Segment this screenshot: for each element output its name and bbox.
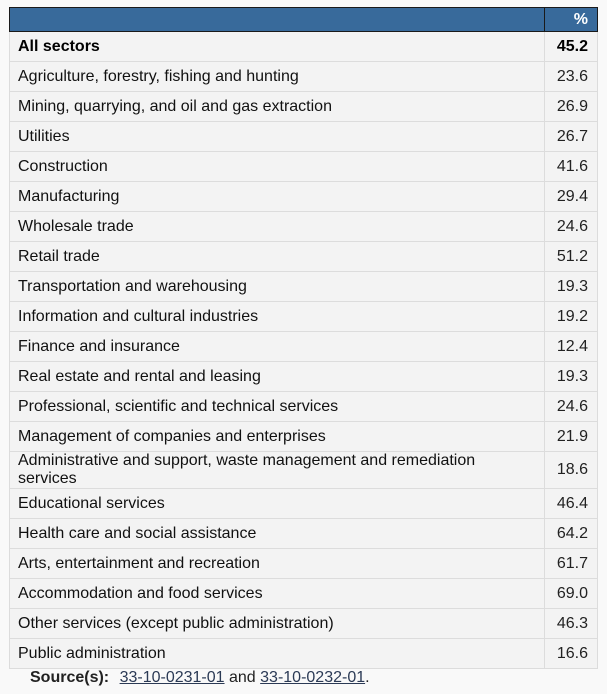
- sector-label: Utilities: [10, 122, 545, 152]
- source-end: .: [365, 669, 370, 686]
- table-row: [10, 609, 598, 639]
- sector-value: 29.4: [545, 182, 598, 212]
- sector-value: 64.2: [545, 519, 598, 549]
- sector-value: 45.2: [545, 32, 598, 62]
- header-row: [10, 8, 598, 32]
- sector-value: 61.7: [545, 549, 598, 579]
- source-note: [30, 669, 370, 687]
- sector-label: Management of companies and enterprises: [10, 422, 545, 452]
- sector-label: Real estate and rental and leasing: [10, 362, 545, 392]
- sector-value: 69.0: [545, 579, 598, 609]
- sector-label: Construction: [10, 152, 545, 182]
- sector-label: Professional, scientific and technical services: [10, 392, 545, 422]
- sector-label: All sectors: [10, 32, 545, 62]
- table-row: [10, 392, 598, 422]
- sector-label: Retail trade: [10, 242, 545, 272]
- sector-value: 41.6: [545, 152, 598, 182]
- sector-label: Finance and insurance: [10, 332, 545, 362]
- table-row: [10, 549, 598, 579]
- table-row: [10, 242, 598, 272]
- table-row: [10, 272, 598, 302]
- sector-value: 19.3: [545, 272, 598, 302]
- table-row: [10, 212, 598, 242]
- sector-value: 26.7: [545, 122, 598, 152]
- sector-label: Agriculture, forestry, fishing and hunting: [10, 62, 545, 92]
- table-row: [10, 122, 598, 152]
- sector-value: 19.3: [545, 362, 598, 392]
- sector-label: Educational services: [10, 489, 545, 519]
- sector-value: 46.3: [545, 609, 598, 639]
- table-row: [10, 92, 598, 122]
- sector-value: 23.6: [545, 62, 598, 92]
- sector-label: Information and cultural industries: [10, 302, 545, 332]
- source-link-2[interactable]: 33-10-0232-01: [260, 669, 366, 686]
- table-row: [10, 32, 598, 62]
- table-row: [10, 152, 598, 182]
- sector-label: Mining, quarrying, and oil and gas extraction: [10, 92, 545, 122]
- sector-value: 46.4: [545, 489, 598, 519]
- table-row: [10, 579, 598, 609]
- table-row: [10, 452, 598, 489]
- sector-value: 21.9: [545, 422, 598, 452]
- source-link-1[interactable]: 33-10-0231-01: [119, 669, 225, 686]
- sector-label: Public administration: [10, 639, 545, 669]
- header-label: [10, 8, 545, 32]
- table-row: [10, 182, 598, 212]
- sector-value: 12.4: [545, 332, 598, 362]
- source-label: Source(s):: [30, 669, 110, 686]
- sector-label: Administrative and support, waste management and remediation services: [10, 452, 545, 489]
- sector-value: 51.2: [545, 242, 598, 272]
- table-row: [10, 302, 598, 332]
- sector-value: 18.6: [545, 452, 598, 489]
- table-row: [10, 489, 598, 519]
- sector-value: 26.9: [545, 92, 598, 122]
- sector-label: Arts, entertainment and recreation: [10, 549, 545, 579]
- sector-value: 24.6: [545, 212, 598, 242]
- table-row: [10, 62, 598, 92]
- table-row: [10, 332, 598, 362]
- table-row: [10, 639, 598, 669]
- data-table: [9, 7, 598, 669]
- source-joiner: and: [224, 669, 261, 686]
- header-percent: %: [545, 8, 598, 32]
- table-row: [10, 362, 598, 392]
- sector-label: Wholesale trade: [10, 212, 545, 242]
- sector-label: Other services (except public administration): [10, 609, 545, 639]
- sector-label: Health care and social assistance: [10, 519, 545, 549]
- sector-value: 16.6: [545, 639, 598, 669]
- table-row: [10, 519, 598, 549]
- sector-value: 19.2: [545, 302, 598, 332]
- sector-value: 24.6: [545, 392, 598, 422]
- table-row: [10, 422, 598, 452]
- sector-label: Manufacturing: [10, 182, 545, 212]
- sector-label: Accommodation and food services: [10, 579, 545, 609]
- sector-label: Transportation and warehousing: [10, 272, 545, 302]
